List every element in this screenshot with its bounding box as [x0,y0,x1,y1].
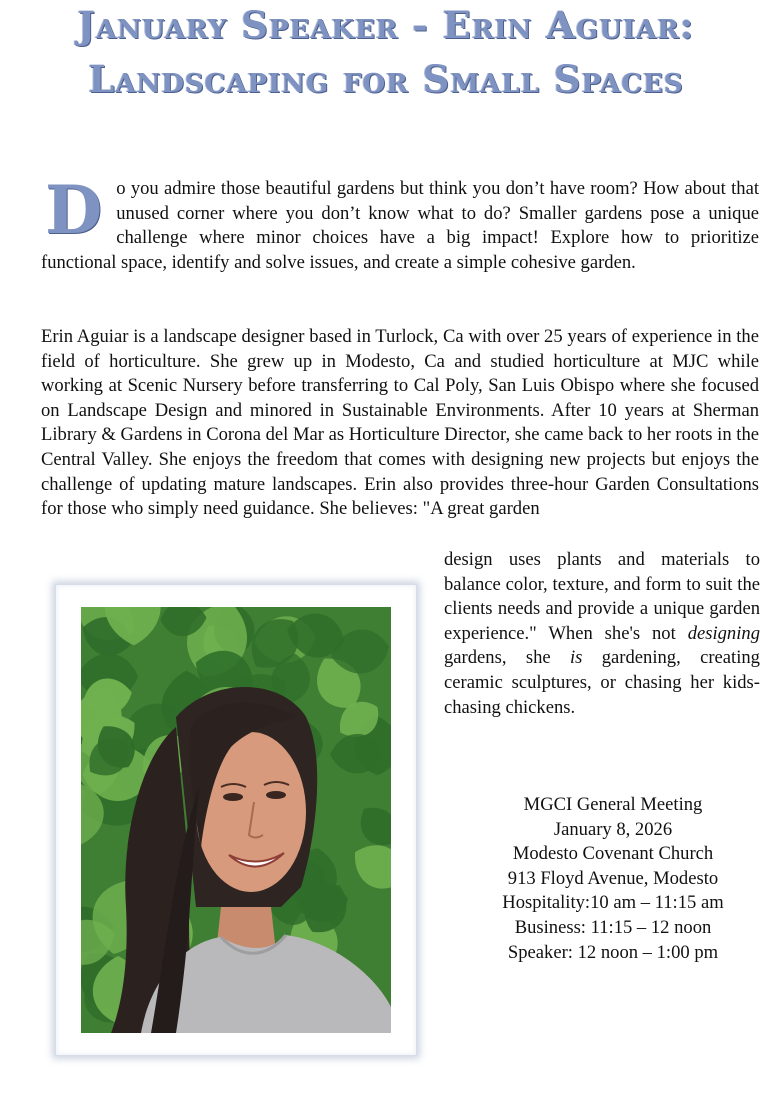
meeting-business: Business: 11:15 – 12 noon [514,916,712,938]
meeting-venue: Modesto Covenant Church [512,843,714,865]
bio-cont-text-2: gardens, she [444,647,551,669]
meeting-hospitality: Hospitality:10 am – 11:15 am [502,892,724,914]
meeting-info [470,793,756,965]
meeting-speaker: Speaker: 12 noon – 1:00 pm [507,941,719,963]
speaker-photo-frame [55,584,417,1056]
drop-cap: D [45,171,103,249]
page-title: January Speaker - Erin Aguiar: [77,3,695,47]
intro-paragraph [41,171,759,275]
meeting-address: 913 Floyd Avenue, Modesto [507,867,719,889]
intro-text: o you admire those beautiful gardens but think you don’t have room? How about that unused corner where you don’t know what to do? Smaller gardens pose a unique challenge where minor choices have a big impact! Explore how to prioritize functional space, identify and solve issues, and create a simple cohesive garden. [41,178,759,273]
meeting-date: January 8, 2026 [553,818,673,840]
bio-cont-text-1: design uses plants and materials to balance color, texture, and form to suit the clients needs and provide a unique garden experience." When she's not [444,549,760,644]
page-subtitle: Landscaping for Small Spaces [88,57,684,101]
meeting-name: MGCI General Meeting [523,794,703,815]
bio-paragraph: Erin Aguiar is a landscape designer based in Turlock, Ca with over 25 years of experience in the field of horticulture. She grew up in Modesto, Ca and studied horticulture at MJC while working at Scenic Nursery before transferring to Cal Poly, San Luis Obispo where she focused on Landscape Design and minored in Sustainable Environments. After 10 years at Sherman Library & Gardens in Corona del Mar as Horticulture Director, she came back to her roots in the Central Valley. She enjoys the freedom that comes with designing new projects but enjoys the challenge of updating mature landscapes. Erin also provides three-hour Garden Consultations for those who simply need guidance. She believes: "A great garden [41,326,759,520]
bio-continuation [444,548,760,720]
bio-cont-emphasis-is: is [569,647,583,669]
bio-cont-text-3: gardening, creating ceramic sculptures, or chasing her kids-chasing chickens. [444,647,760,718]
speaker-photo [81,607,391,1033]
bio-cont-emphasis-designing: designing [687,622,760,644]
